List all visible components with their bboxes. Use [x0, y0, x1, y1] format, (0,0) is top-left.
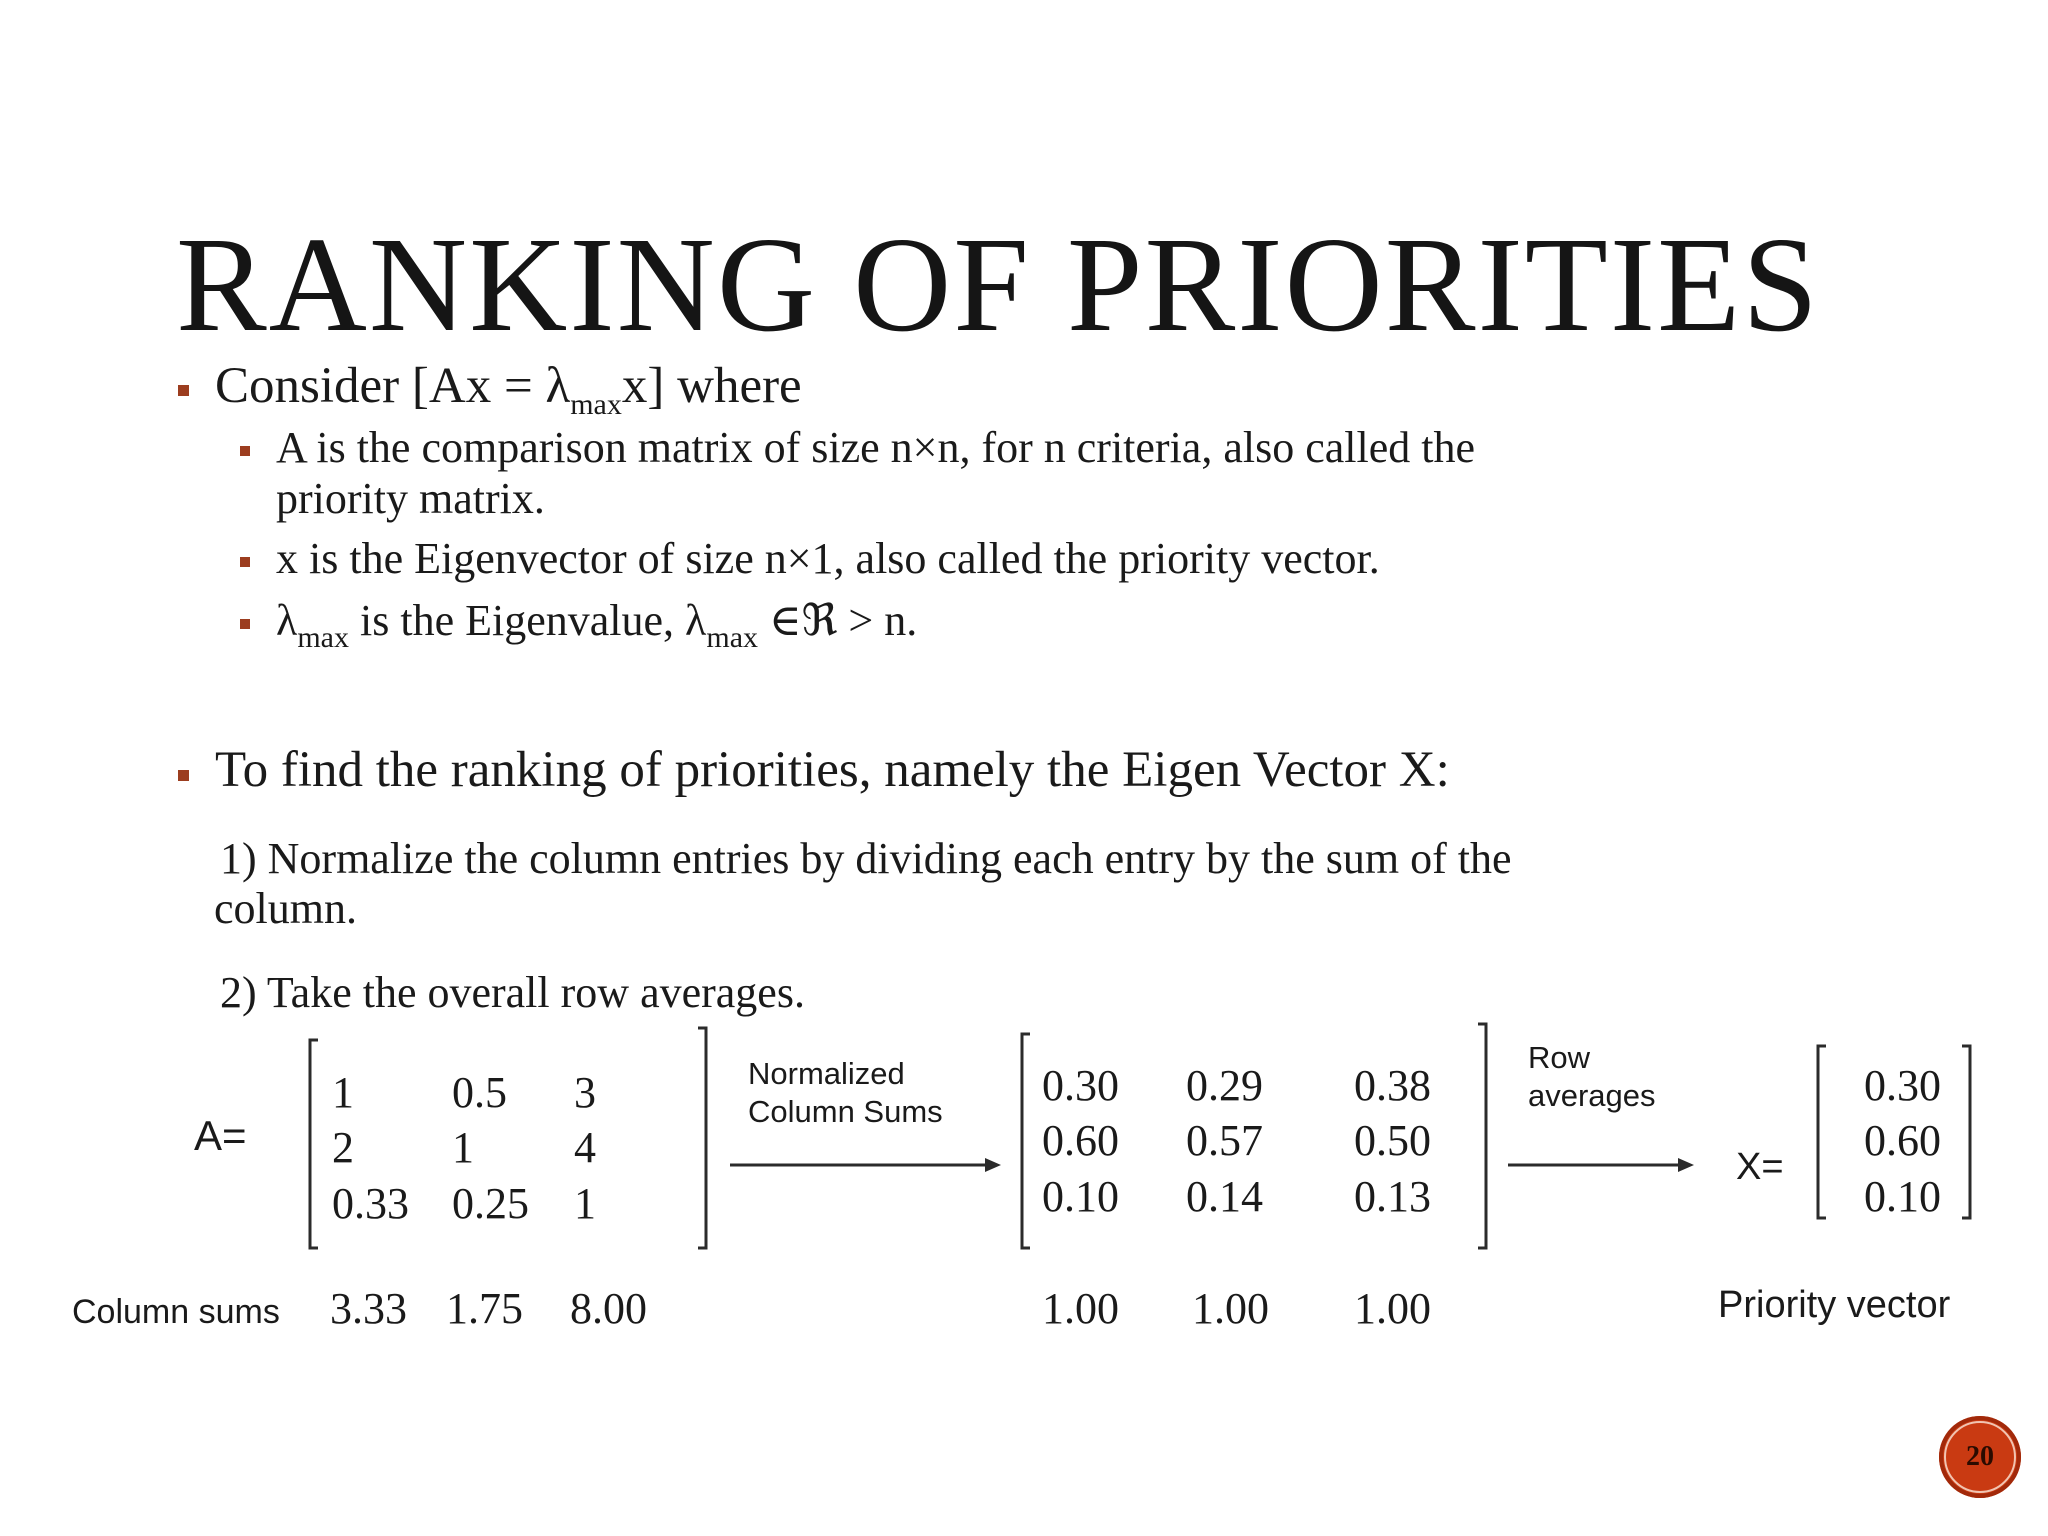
matrix-norm-column-sum: 1.00 — [1354, 1284, 1431, 1333]
page-number-badge — [1939, 1416, 2021, 1498]
sub-bullet-eigenvalue: $\lambda_{max}$ is the Eigenvalue, $\lambda_{max}$ ∈ℜ > n. — [276, 596, 918, 654]
matrix-norm-column-sum: 1.00 — [1042, 1284, 1119, 1333]
arrow-row-avg-head — [1678, 1158, 1694, 1172]
matrix-a-cell: 0.33 — [332, 1179, 409, 1228]
vector-x-value: 0.30 — [1864, 1061, 1941, 1110]
bullet-consider: Consider $[Ax = \lambda_{max}x]$ where — [215, 358, 802, 421]
matrix-a-cell: 1 — [452, 1123, 474, 1172]
matrix-norm-cell: 0.50 — [1354, 1116, 1431, 1165]
slide-title: RANKING OF PRIORITIES — [176, 210, 1820, 360]
matrix-norm-left-bracket — [1022, 1034, 1030, 1248]
matrix-a-left-bracket — [310, 1040, 318, 1248]
vector-x-left-bracket — [1818, 1046, 1826, 1218]
matrix-a-cell: 3 — [574, 1068, 596, 1117]
sub-bullet-comparison-matrix-cont: priority matrix. — [276, 474, 545, 523]
matrix-norm-column-sum: 1.00 — [1192, 1284, 1269, 1333]
matrix-a-cell: 1 — [332, 1068, 354, 1117]
column-sums-label: Column sums — [72, 1293, 280, 1331]
step-2-text: 2) Take the overall row averages. — [220, 968, 805, 1017]
arrow-normalize-label-line1: Normalized — [748, 1056, 905, 1091]
matrix-a-cell: 0.25 — [452, 1179, 529, 1228]
matrix-a-column-sum: 1.75 — [446, 1284, 523, 1333]
vector-x-value: 0.60 — [1864, 1116, 1941, 1165]
matrix-norm-right-bracket — [1478, 1024, 1486, 1248]
matrix-norm-cell: 0.60 — [1042, 1116, 1119, 1165]
matrix-norm-cell: 0.38 — [1354, 1061, 1431, 1110]
matrix-a-cell: 0.5 — [452, 1068, 507, 1117]
matrix-a-cell: 2 — [332, 1123, 354, 1172]
matrix-norm-cell: 0.29 — [1186, 1061, 1263, 1110]
matrix-a-label: A= — [194, 1112, 247, 1159]
matrix-norm-cell: 0.14 — [1186, 1172, 1263, 1221]
sub-bullet-comparison-matrix: A is the comparison matrix of size n×n, for n criteria, also called the — [276, 423, 1475, 472]
matrix-a-cell: 4 — [574, 1123, 596, 1172]
priority-vector-caption: Priority vector — [1718, 1284, 1951, 1326]
arrow-normalize-head — [985, 1158, 1001, 1172]
matrix-norm-cell: 0.13 — [1354, 1172, 1431, 1221]
page-number: 20 — [1966, 1441, 1994, 1472]
bullet-find-ranking: To find the ranking of priorities, namely the Eigen Vector X: — [215, 742, 1450, 798]
arrow-normalize-label-line2: Column Sums — [748, 1094, 943, 1129]
matrix-a-cell: 1 — [574, 1179, 596, 1228]
vector-x-value: 0.10 — [1864, 1172, 1941, 1221]
vector-x-right-bracket — [1962, 1046, 1970, 1218]
arrow-row-avg-label-line1: Row — [1528, 1040, 1591, 1075]
vector-x-label: X= — [1736, 1146, 1784, 1188]
matrix-norm-cell: 0.30 — [1042, 1061, 1119, 1110]
matrix-norm-cell: 0.57 — [1186, 1116, 1263, 1165]
sub-bullet-eigenvector: x is the Eigenvector of size n×1, also called the priority vector. — [276, 534, 1380, 583]
arrow-row-avg-label-line2: averages — [1528, 1078, 1656, 1113]
step-1-text: 1) Normalize the column entries by dividing each entry by the sum of the — [220, 834, 1512, 883]
step-1-text-cont: column. — [214, 884, 357, 933]
matrix-a-column-sum: 3.33 — [330, 1284, 407, 1333]
matrix-a-right-bracket — [698, 1028, 706, 1248]
matrix-a-column-sum: 8.00 — [570, 1284, 647, 1333]
matrix-norm-cell: 0.10 — [1042, 1172, 1119, 1221]
